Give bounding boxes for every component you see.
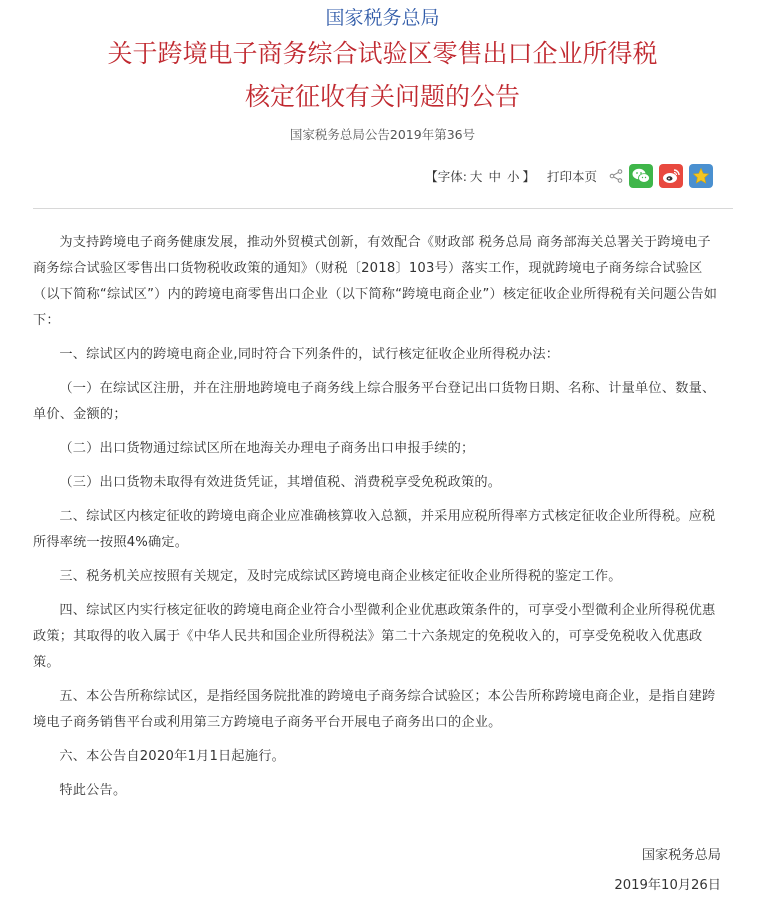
font-size-label: 【字体: bbox=[425, 169, 467, 184]
page-title-line1: 关于跨境电子商务综合试验区零售出口企业所得税 bbox=[107, 39, 658, 68]
signature-date: 2019年10月26日 bbox=[614, 878, 721, 893]
body-paragraph: 为支持跨境电子商务健康发展，推动外贸模式创新，有效配合《财政部 税务总局 商务部海关总署关于跨境电子商务综合试验区零售出口货物税收政策的通知》（财税〔2018〕103号）落实工作，现就跨境电子商务综合试验区（以下简称“综试区”）内的跨境电商零售出口企业（以下简称“跨境电商企业”）核定征收企业所得税有关问题公告如下： bbox=[33, 235, 718, 328]
body-paragraph: （三）出口货物未取得有效进货凭证，其增值税、消费税享受免税政策的。 bbox=[59, 475, 502, 490]
body-paragraph: 二、综试区内核定征收的跨境电商企业应准确核算收入总额，并采用应税所得率方式核定征收企业所得税。应税所得率统一按照4%确定。 bbox=[33, 509, 716, 550]
body-paragraph: 特此公告。 bbox=[59, 783, 127, 798]
favorite-star-icon[interactable] bbox=[689, 164, 713, 188]
page-title-line2: 核定征收有关问题的公告 bbox=[244, 82, 520, 111]
body-paragraph: （二）出口货物通过综试区所在地海关办理电子商务出口申报手续的； bbox=[59, 441, 475, 456]
body-paragraph: 三、税务机关应按照有关规定，及时完成综试区跨境电商企业核定征收企业所得税的鉴定工作。 bbox=[59, 569, 622, 584]
body-paragraph: 四、综试区内实行核定征收的跨境电商企业符合小型微利企业优惠政策条件的，可享受小型微利企业所得税优惠政策；其取得的收入属于《中华人民共和国企业所得税法》第二十六条规定的免税收入的，可享受免税收入优惠政策。 bbox=[33, 603, 716, 670]
wechat-icon[interactable] bbox=[629, 164, 653, 188]
body-paragraph: 一、综试区内的跨境电商企业,同时符合下列条件的，试行核定征收企业所得税办法： bbox=[59, 347, 560, 362]
body-paragraph: （一）在综试区注册，并在注册地跨境电子商务线上综合服务平台登记出口货物日期、名称、计量单位、数量、单价、金额的； bbox=[33, 381, 716, 422]
print-page-link[interactable]: 打印本页 bbox=[546, 169, 597, 184]
weibo-icon[interactable] bbox=[659, 164, 683, 188]
font-size-small-link[interactable]: 小 bbox=[506, 169, 520, 184]
agency-name: 国家税务总局 bbox=[325, 7, 440, 29]
share-icon[interactable] bbox=[609, 169, 623, 183]
announcement-body bbox=[33, 230, 723, 812]
signature-issuer: 国家税务总局 bbox=[641, 848, 721, 863]
font-size-bracket: 】 bbox=[522, 169, 535, 184]
body-paragraph: 六、本公告自2020年1月1日起施行。 bbox=[59, 749, 285, 764]
header-divider bbox=[33, 208, 733, 209]
article-toolbar bbox=[425, 160, 713, 192]
document-number: 国家税务总局公告2019年第36号 bbox=[289, 127, 476, 142]
font-size-medium-link[interactable]: 中 bbox=[488, 169, 501, 184]
font-size-large-link[interactable]: 大 bbox=[469, 169, 483, 184]
body-paragraph: 五、本公告所称综试区，是指经国务院批准的跨境电子商务综合试验区；本公告所称跨境电商企业，是指自建跨境电子商务销售平台或利用第三方跨境电子商务平台开展电子商务出口的企业。 bbox=[33, 689, 716, 730]
